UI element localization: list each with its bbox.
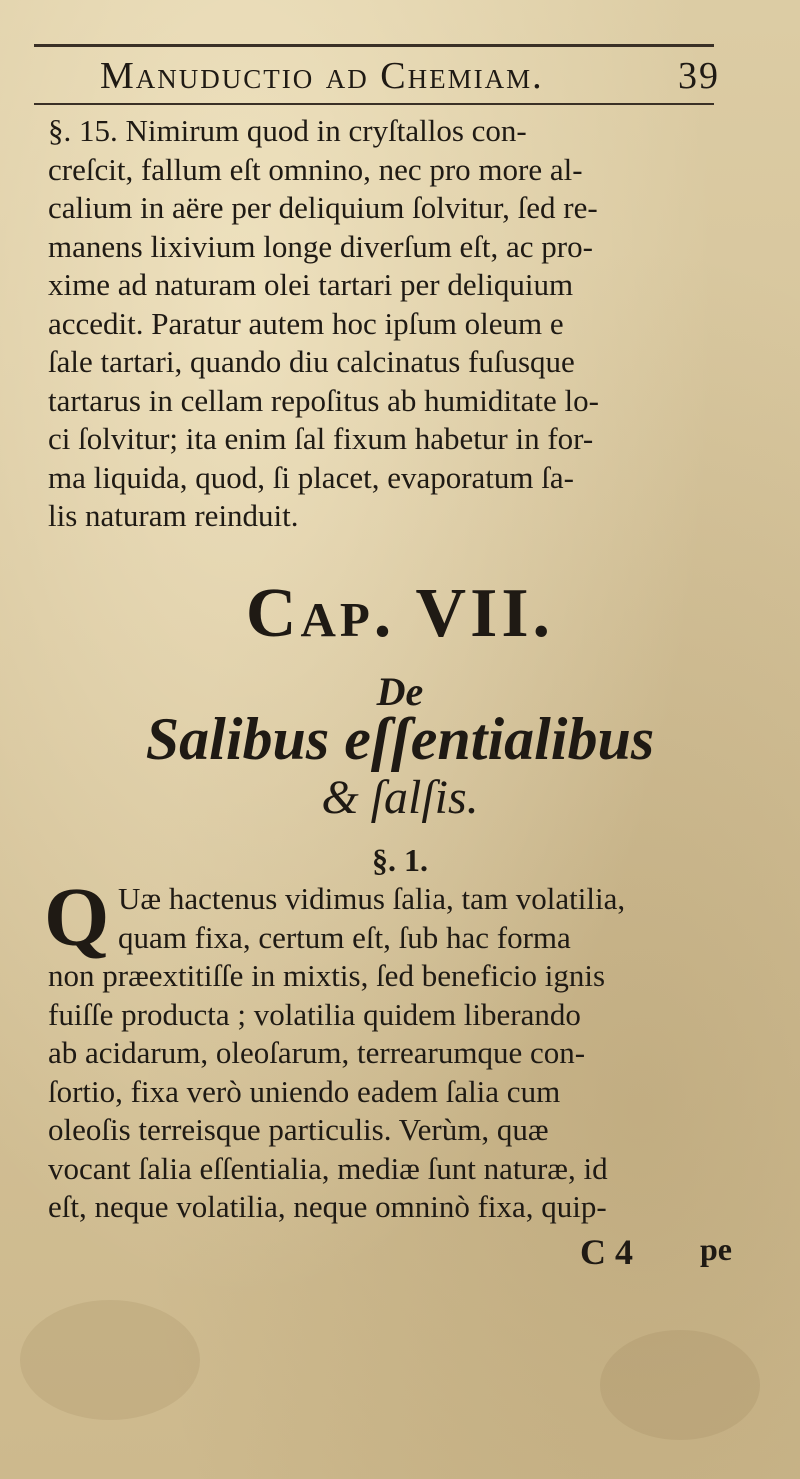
text-line: eſt, neque volatilia, neque omninò fixa, quip-: [48, 1189, 607, 1224]
header-underline: [34, 103, 714, 105]
paragraph-1: [48, 880, 750, 1227]
chapter-title: Salibus eſſentialibus: [145, 706, 655, 772]
text-line: xime ad naturam olei tartari per deliquium: [48, 267, 574, 302]
text-line: ſale tartari, quando diu calcinatus fuſusque: [48, 344, 575, 379]
signature-mark: C 4: [580, 1232, 633, 1272]
text-line: oleoſis terreisque particulis. Verùm, quæ: [48, 1112, 549, 1147]
page-number: 39: [678, 55, 720, 97]
header-rule: [34, 44, 714, 47]
running-head: [100, 54, 720, 98]
text-line: ab acidarum, oleoſarum, terrearumque con-: [48, 1035, 586, 1070]
paper-stain: [600, 1330, 760, 1440]
text-line: calium in aëre per deliquium ſolvitur, ſed re-: [48, 190, 598, 225]
paragraph-15: [48, 112, 750, 536]
text-line: fuiſſe producta ; volatilia quidem liberando: [48, 996, 581, 1032]
text-line: accedit. Paratur autem hoc ipſum oleum e: [48, 305, 564, 341]
text-line: ci ſolvitur; ita enim ſal fixum habetur in for-: [48, 421, 594, 456]
running-head-title: Manuductio ad Chemiam.: [100, 55, 544, 97]
text-line: quam fixa, certum eſt, ſub hac forma: [118, 919, 571, 955]
chapter-heading: Cap. VII.: [245, 575, 555, 652]
drop-cap: Q: [44, 871, 110, 964]
paper-stain: [20, 1300, 200, 1420]
text-line: vocant ſalia eſſentialia, mediæ ſunt naturæ, id: [48, 1150, 608, 1186]
catchword: pe: [700, 1231, 732, 1267]
text-line: lis naturam reinduit.: [48, 498, 299, 533]
text-line: ſortio, fixa verò uniendo eadem ſalia cum: [48, 1073, 561, 1109]
chapter-title-line2: & ſalſis.: [321, 771, 479, 824]
text-line: tartarus in cellam repoſitus ab humiditate lo-: [48, 382, 599, 418]
text-line: manens lixivium longe diverſum eſt, ac pro-: [48, 228, 593, 264]
section-label: §. 1.: [372, 842, 428, 878]
chapter-de: De: [376, 669, 424, 714]
text-line: creſcit, fallum eſt omnino, nec pro more al-: [48, 151, 583, 187]
text-line: §. 15. Nimirum quod in cryſtallos con-: [48, 113, 527, 148]
text-line: non præextitiſſe in mixtis, ſed beneficio ignis: [48, 958, 606, 993]
text-line: ma liquida, quod, ſi placet, evaporatum ſa-: [48, 459, 574, 495]
text-line: Uæ hactenus vidimus ſalia, tam volatilia,: [118, 881, 626, 916]
